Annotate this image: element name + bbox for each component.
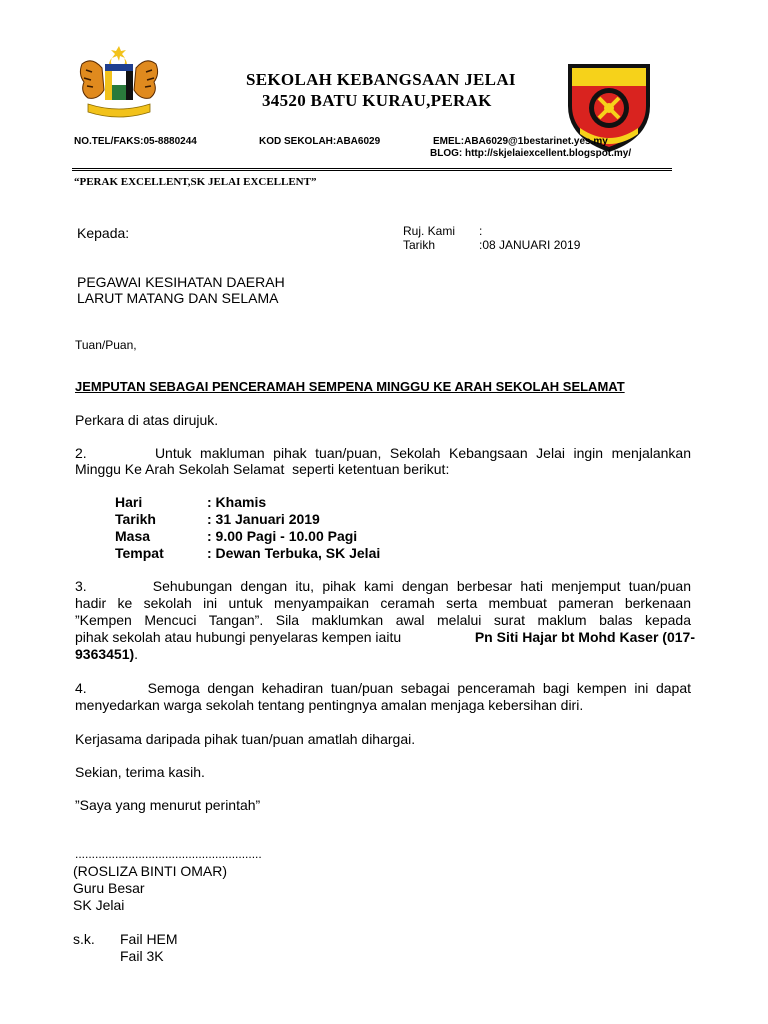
detail-value-date: : 31 Januari 2019 [207, 511, 320, 527]
phone-fax: NO.TEL/FAKS:05-8880244 [74, 136, 197, 147]
coordinator-phone: 9363451) [75, 646, 135, 662]
recipient-line-2: LARUT MATANG DAN SELAMA [77, 290, 279, 306]
paragraph-2-line-2: Minggu Ke Arah Sekolah Selamat seperti ketentuan berikut: [75, 461, 450, 477]
school-address: 34520 BATU KURAU,PERAK [262, 91, 492, 110]
recipient-line-1: PEGAWAI KESIHATAN DAERAH [77, 274, 285, 290]
paragraph-3-line-2: hadir ke sekolah ini untuk menyampaikan ceramah serta membuat pameran berkenaan [75, 595, 691, 611]
detail-label-venue: Tempat [115, 545, 164, 561]
coordinator-name: Pn Siti Hajar bt Mohd Kaser (017- [474, 629, 695, 645]
header-rule-top [72, 168, 672, 169]
detail-value-time: : 9.00 Pagi - 10.00 Pagi [207, 528, 358, 544]
motto: “PERAK EXCELLENT,SK JELAI EXCELLENT” [74, 176, 317, 188]
jata-negara-crest-icon [74, 44, 164, 120]
salutation: Tuan/Puan, [75, 338, 137, 352]
paragraph-1: Perkara di atas dirujuk. [75, 412, 219, 428]
paragraph-5: Kerjasama daripada pihak tuan/puan amatlah dihargai. [75, 731, 416, 747]
paragraph-3-line-5 [75, 646, 138, 662]
paragraph-3-line-4-text: pihak sekolah atau hubungi penyelaras kempen iaitu [75, 629, 406, 645]
cc-item-1: Fail HEM [120, 931, 178, 947]
paragraph-6: Sekian, terima kasih. [75, 764, 205, 780]
cc-item-2: Fail 3K [120, 948, 164, 964]
paragraph-4-line-1: 4. Semoga dengan kehadiran tuan/puan sebagai penceramah bagi kempen ini dapat [75, 680, 691, 696]
subject-heading: JEMPUTAN SEBAGAI PENCERAMAH SEMPENA MINGGU KE ARAH SEKOLAH SELAMAT [75, 379, 625, 394]
to-label: Kepada: [77, 225, 130, 241]
date-value: :08 JANUARI 2019 [479, 238, 581, 252]
signatory-name: (ROSLIZA BINTI OMAR) [73, 863, 228, 879]
ref-value: : [479, 224, 483, 238]
signatory-title: Guru Besar [73, 880, 145, 896]
detail-label-date: Tarikh [115, 511, 156, 527]
paragraph-7: ”Saya yang menurut perintah” [75, 797, 261, 813]
detail-label-time: Masa [115, 528, 151, 544]
date-label: Tarikh [403, 238, 436, 252]
paragraph-3-line-1: 3. Sehubungan dengan itu, pihak kami dengan berbesar hati menjemput tuan/puan [75, 578, 691, 594]
paragraph-2-line-1: 2. Untuk makluman pihak tuan/puan, Sekolah Kebangsaan Jelai ingin menjalankan [75, 445, 691, 461]
paragraph-3-end: . [134, 646, 139, 662]
cc-label: s.k. [73, 931, 95, 947]
paragraph-4-line-2: menyedarkan warga sekolah tentang pentingnya amalan menjaga kebersihan diri. [75, 697, 584, 713]
school-code: KOD SEKOLAH:ABA6029 [259, 136, 381, 147]
paragraph-3-line-3: ”Kempen Mencuci Tangan”. Sila maklumkan awal melalui surat maklum balas kepada [75, 612, 691, 628]
blog-link: BLOG: http://skjelaiexcellent.blogspot.my/ [430, 148, 632, 159]
signature-line: ........................................................ [75, 847, 262, 861]
detail-label-day: Hari [115, 494, 143, 510]
detail-value-venue: : Dewan Terbuka, SK Jelai [207, 545, 381, 561]
school-name: SEKOLAH KEBANGSAAN JELAI [246, 70, 516, 89]
paragraph-3-line-4 [75, 629, 695, 645]
email: EMEL:ABA6029@1bestarinet.yes.my [433, 136, 608, 147]
header-rule-bottom [72, 170, 672, 171]
ref-label: Ruj. Kami [403, 224, 456, 238]
detail-value-day: : Khamis [207, 494, 267, 510]
signatory-school: SK Jelai [73, 897, 125, 913]
